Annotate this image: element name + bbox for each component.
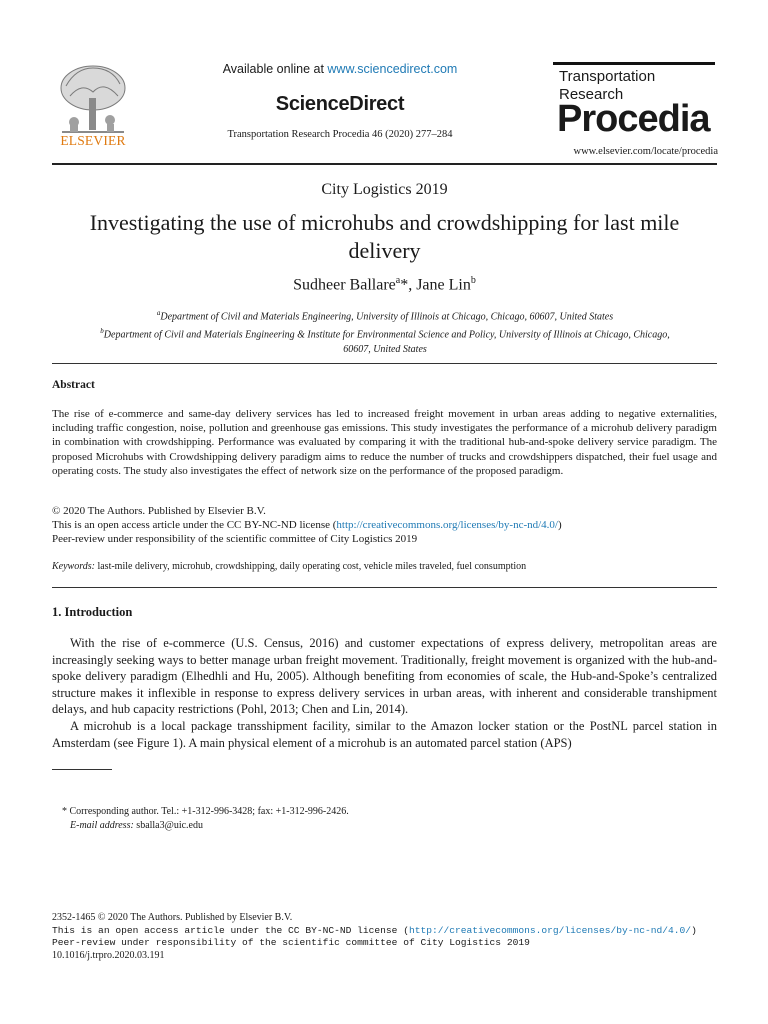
author-2-affil-mark: b	[470, 275, 476, 286]
peer-review-line: Peer-review under responsibility of the scientific committee of City Logistics 2019	[52, 533, 418, 546]
bottom-license-line	[52, 925, 717, 938]
footnote-rule	[52, 769, 112, 770]
journal-url[interactable]: www.elsevier.com/locate/procedia	[573, 146, 718, 157]
bottom-license-suffix: )	[691, 924, 697, 936]
title-divider	[52, 363, 717, 364]
header-divider	[52, 163, 717, 165]
available-prefix: Available online at	[222, 62, 328, 76]
section-heading-introduction: 1. Introduction	[52, 605, 133, 619]
publisher-logo-text: ELSEVIER	[60, 133, 126, 148]
platform-name: ScienceDirect	[275, 93, 405, 115]
issn-line: 2352-1465 © 2020 The Authors. Published by Elsevier B.V.	[52, 912, 293, 923]
license-link[interactable]: http://creativecommons.org/licenses/by-nc-nd/4.0/	[336, 519, 558, 532]
paper-title-line1: Investigating the use of microhubs and crowdshipping for last mile	[89, 210, 680, 235]
conference-name: City Logistics 2019	[321, 181, 448, 198]
author-list	[52, 275, 717, 294]
bottom-credits	[52, 912, 717, 962]
journal-logo-rule	[553, 62, 715, 65]
email-line	[62, 819, 712, 833]
affiliation-b-mark: b	[100, 327, 104, 336]
keywords-label: Keywords:	[52, 561, 95, 572]
journal-reference: Transportation Research Procedia 46 (2020) 277–284	[227, 129, 453, 140]
license-suffix: )	[558, 519, 562, 532]
abstract-heading: Abstract	[52, 379, 95, 391]
available-online-line	[150, 62, 530, 76]
copyright-line: © 2020 The Authors. Published by Elsevier B.V.	[52, 505, 266, 517]
bottom-peer-review: Peer-review under responsibility of the scientific committee of City Logistics 2019	[52, 937, 530, 948]
license-line	[52, 518, 717, 532]
author-2: Jane Lin	[416, 276, 471, 294]
affiliation-b	[60, 324, 710, 342]
journal-logo-line3: Procedia	[557, 98, 710, 140]
sciencedirect-link[interactable]: www.sciencedirect.com	[327, 62, 458, 76]
footnote	[62, 805, 712, 833]
email-address[interactable]: sballa3@uic.edu	[133, 820, 203, 831]
paper-title	[52, 209, 717, 265]
keywords-divider	[52, 587, 717, 588]
affiliations	[60, 306, 710, 357]
doi-line[interactable]: 10.1016/j.trpro.2020.03.191	[52, 949, 165, 961]
keywords-line	[52, 561, 717, 572]
journal-logo-line2: Research	[559, 86, 624, 103]
paper-title-line2: delivery	[348, 238, 421, 263]
abstract-copyright-block	[52, 504, 717, 547]
affiliation-a	[60, 306, 710, 324]
email-label: E-mail address:	[70, 820, 134, 831]
abstract-text: The rise of e-commerce and same-day delivery services has led to increased freight movement in urban areas adding to negative externalities, including traffic congestion, noise, pollution and greenhouse gas emissions. This study investigates the performance of a microhub delivery paradigm in combination with crowdshipping. Performance was evaluated by comparing it with the traditional hub-and-spoke delivery service paradigm. The proposed Microhubs with Crowdshipping delivery paradigm aims to reduce the number of trucks and crowdshippers dispatched, their fuel usage and operating costs. The study also investigates the effect of network size on the performance of the proposed paradigm.	[52, 408, 717, 477]
intro-paragraph-2: A microhub is a local package transshipment facility, similar to the Amazon locker station or the PostNL parcel station in Amsterdam (see Figure 1). A main physical element of a microhub is an automated parcel station (APS)	[52, 718, 717, 750]
introduction-body	[52, 635, 717, 751]
bottom-license-link[interactable]: http://creativecommons.org/licenses/by-nc-nd/4.0/	[408, 924, 692, 936]
corresponding-author-line: * Corresponding author. Tel.: +1-312-996-3428; fax: +1-312-996-2426.	[62, 806, 349, 817]
intro-paragraph-1: With the rise of e-commerce (U.S. Census, 2016) and customer expectations of express delivery, metropolitan areas are increasingly seeking ways to better manage urban freight movement. Traditionally, freight movement is organized with the hub-and-spoke delivery paradigm (Elhedhli and Hu, 2005). Although benefiting from economies of scale, the Hub-and-Spoke’s centralized structure makes it inflexible in response to express delivery services in urban areas, with inherent and considerable transhipment delays, and hub capacity restrictions (Pohl, 2013; Chen and Lin, 2014).	[52, 636, 717, 717]
affiliation-a-text: Department of Civil and Materials Engineering, University of Illinois at Chicago, Chicago, 60607, United States	[160, 311, 614, 323]
affiliation-b-line2: 60607, United States	[343, 343, 427, 355]
license-prefix: This is an open access article under the CC BY-NC-ND license (	[52, 519, 337, 532]
author-1-affil-mark: a	[395, 275, 401, 286]
affiliation-a-mark: a	[156, 309, 161, 317]
journal-logo-line1: Transportation	[559, 68, 656, 85]
keywords-text: last-mile delivery, microhub, crowdshipping, daily operating cost, vehicle miles traveled, fuel consumption	[94, 561, 527, 572]
journal-logo	[553, 62, 715, 144]
bottom-license-prefix: This is an open access article under the CC BY-NC-ND license (	[52, 924, 409, 936]
author-1: Sudheer Ballare	[293, 276, 396, 294]
affiliation-b-text-line1: Department of Civil and Materials Engineering & Institute for Environmental Science and Policy, University of Illinois at Chicago, Chicago,	[103, 329, 670, 341]
author-1-corresponding-mark: *,	[400, 276, 417, 294]
